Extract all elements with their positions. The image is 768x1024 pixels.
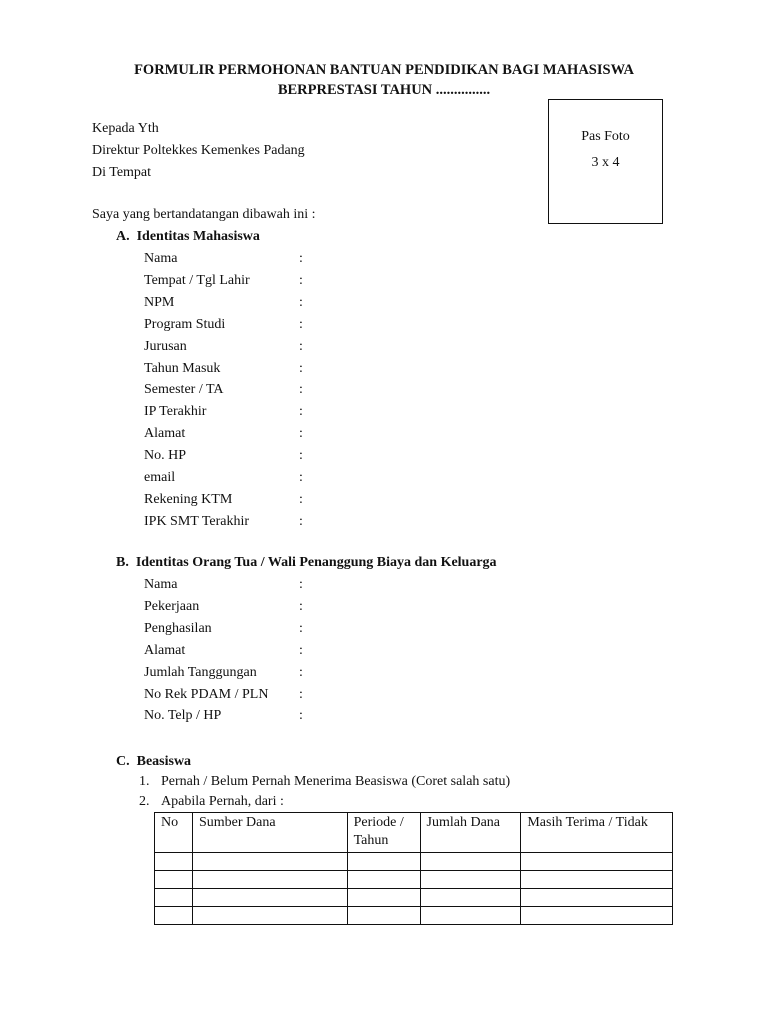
table-row [155, 853, 673, 871]
scholarship-table [154, 812, 673, 925]
student-field-colon: : [299, 294, 303, 310]
table-cell[interactable] [521, 889, 673, 907]
guardian-field-label: Pekerjaan [144, 598, 200, 614]
student-field-colon: : [299, 470, 303, 485]
photo-label: Pas Foto [581, 129, 630, 144]
table-cell[interactable] [192, 889, 347, 907]
student-field-label: Semester / TA [144, 382, 224, 398]
student-field-label: IPK SMT Terakhir [144, 513, 250, 529]
table-cell[interactable] [192, 853, 347, 871]
table-cell[interactable] [420, 871, 521, 889]
student-field-colon: : [299, 382, 303, 398]
student-field-label: Nama [144, 251, 178, 266]
student-field-label: Tempat / Tgl Lahir [144, 272, 250, 288]
table-cell[interactable] [347, 889, 420, 907]
table-cell[interactable] [521, 853, 673, 871]
table-cell[interactable] [347, 871, 420, 889]
guardian-field-label: Jumlah Tanggungan [144, 664, 257, 680]
item-2-number: 2. [139, 794, 150, 809]
student-field-colon: : [299, 448, 303, 464]
item-1-number: 1. [139, 774, 150, 789]
table-cell[interactable] [192, 871, 347, 889]
guardian-field-label: No. Telp / HP [144, 708, 222, 724]
guardian-field-colon: : [299, 708, 303, 724]
student-field-label: Program Studi [144, 316, 226, 332]
form-title-line2: BERPRESTASI TAHUN ............... [277, 82, 491, 98]
guardian-field-colon: : [299, 577, 303, 592]
recipient-name: Direktur Poltekkes Kemenkes Padang [92, 143, 305, 158]
table-cell[interactable] [420, 853, 521, 871]
guardian-field-colon: : [299, 642, 303, 658]
section-b-heading: B. Identitas Orang Tua / Wali Penanggung Biaya dan Keluarga [116, 555, 497, 570]
section-a-heading: A. Identitas Mahasiswa [116, 229, 260, 244]
col-period-header: Periode / Tahun [347, 813, 420, 853]
guardian-field-colon: : [299, 620, 303, 636]
student-field-label: No. HP [144, 448, 187, 464]
student-field-colon: : [299, 513, 303, 529]
student-field-label: Alamat [144, 426, 186, 442]
table-cell[interactable] [192, 907, 347, 925]
guardian-field-colon: : [299, 598, 303, 614]
form-title-line1: FORMULIR PERMOHONAN BANTUAN PENDIDIKAN BAGI MAHASISWA [134, 62, 634, 78]
guardian-field-colon: : [299, 686, 303, 702]
table-row [155, 871, 673, 889]
photo-placeholder-box [548, 99, 663, 224]
student-field-label: Jurusan [144, 338, 187, 354]
student-field-colon: : [299, 360, 303, 376]
student-field-label: email [144, 470, 176, 485]
col-no-header: No [155, 813, 193, 853]
guardian-field-label: No Rek PDAM / PLN [144, 686, 269, 702]
table-cell[interactable] [347, 907, 420, 925]
col-amount-header: Jumlah Dana [420, 813, 521, 853]
table-cell[interactable] [155, 871, 193, 889]
table-row [155, 889, 673, 907]
scholarship-status-text: Pernah / Belum Pernah Menerima Beasiswa (Coret salah satu) [161, 774, 511, 789]
section-c-heading: C. Beasiswa [116, 754, 192, 769]
student-field-colon: : [299, 251, 303, 266]
student-field-label: Tahun Masuk [144, 360, 221, 376]
student-field-colon: : [299, 426, 303, 442]
table-cell[interactable] [347, 853, 420, 871]
table-cell[interactable] [155, 853, 193, 871]
table-cell[interactable] [420, 907, 521, 925]
student-field-label: NPM [144, 294, 175, 310]
col-status-header: Masih Terima / Tidak [521, 813, 673, 853]
table-cell[interactable] [521, 871, 673, 889]
table-row [155, 907, 673, 925]
col-source-header: Sumber Dana [192, 813, 347, 853]
student-field-label: Rekening KTM [144, 491, 233, 507]
student-field-label: IP Terakhir [144, 404, 207, 420]
guardian-field-label: Penghasilan [144, 620, 212, 636]
scholarship-source-text: Apabila Pernah, dari : [161, 794, 284, 809]
table-cell[interactable] [155, 889, 193, 907]
student-field-colon: : [299, 272, 303, 288]
table-cell[interactable] [420, 889, 521, 907]
guardian-field-label: Nama [144, 577, 178, 592]
table-cell[interactable] [521, 907, 673, 925]
photo-size-label: 3 x 4 [591, 155, 620, 170]
table-header-row [155, 813, 673, 853]
student-field-colon: : [299, 338, 303, 354]
recipient-line: Kepada Yth [92, 121, 159, 136]
guardian-field-label: Alamat [144, 642, 186, 658]
student-field-colon: : [299, 491, 303, 507]
intro-text: Saya yang bertandatangan dibawah ini : [92, 207, 316, 222]
guardian-field-colon: : [299, 664, 303, 680]
student-field-colon: : [299, 316, 303, 332]
table-cell[interactable] [155, 907, 193, 925]
student-field-colon: : [299, 404, 303, 420]
recipient-place: Di Tempat [92, 165, 152, 180]
